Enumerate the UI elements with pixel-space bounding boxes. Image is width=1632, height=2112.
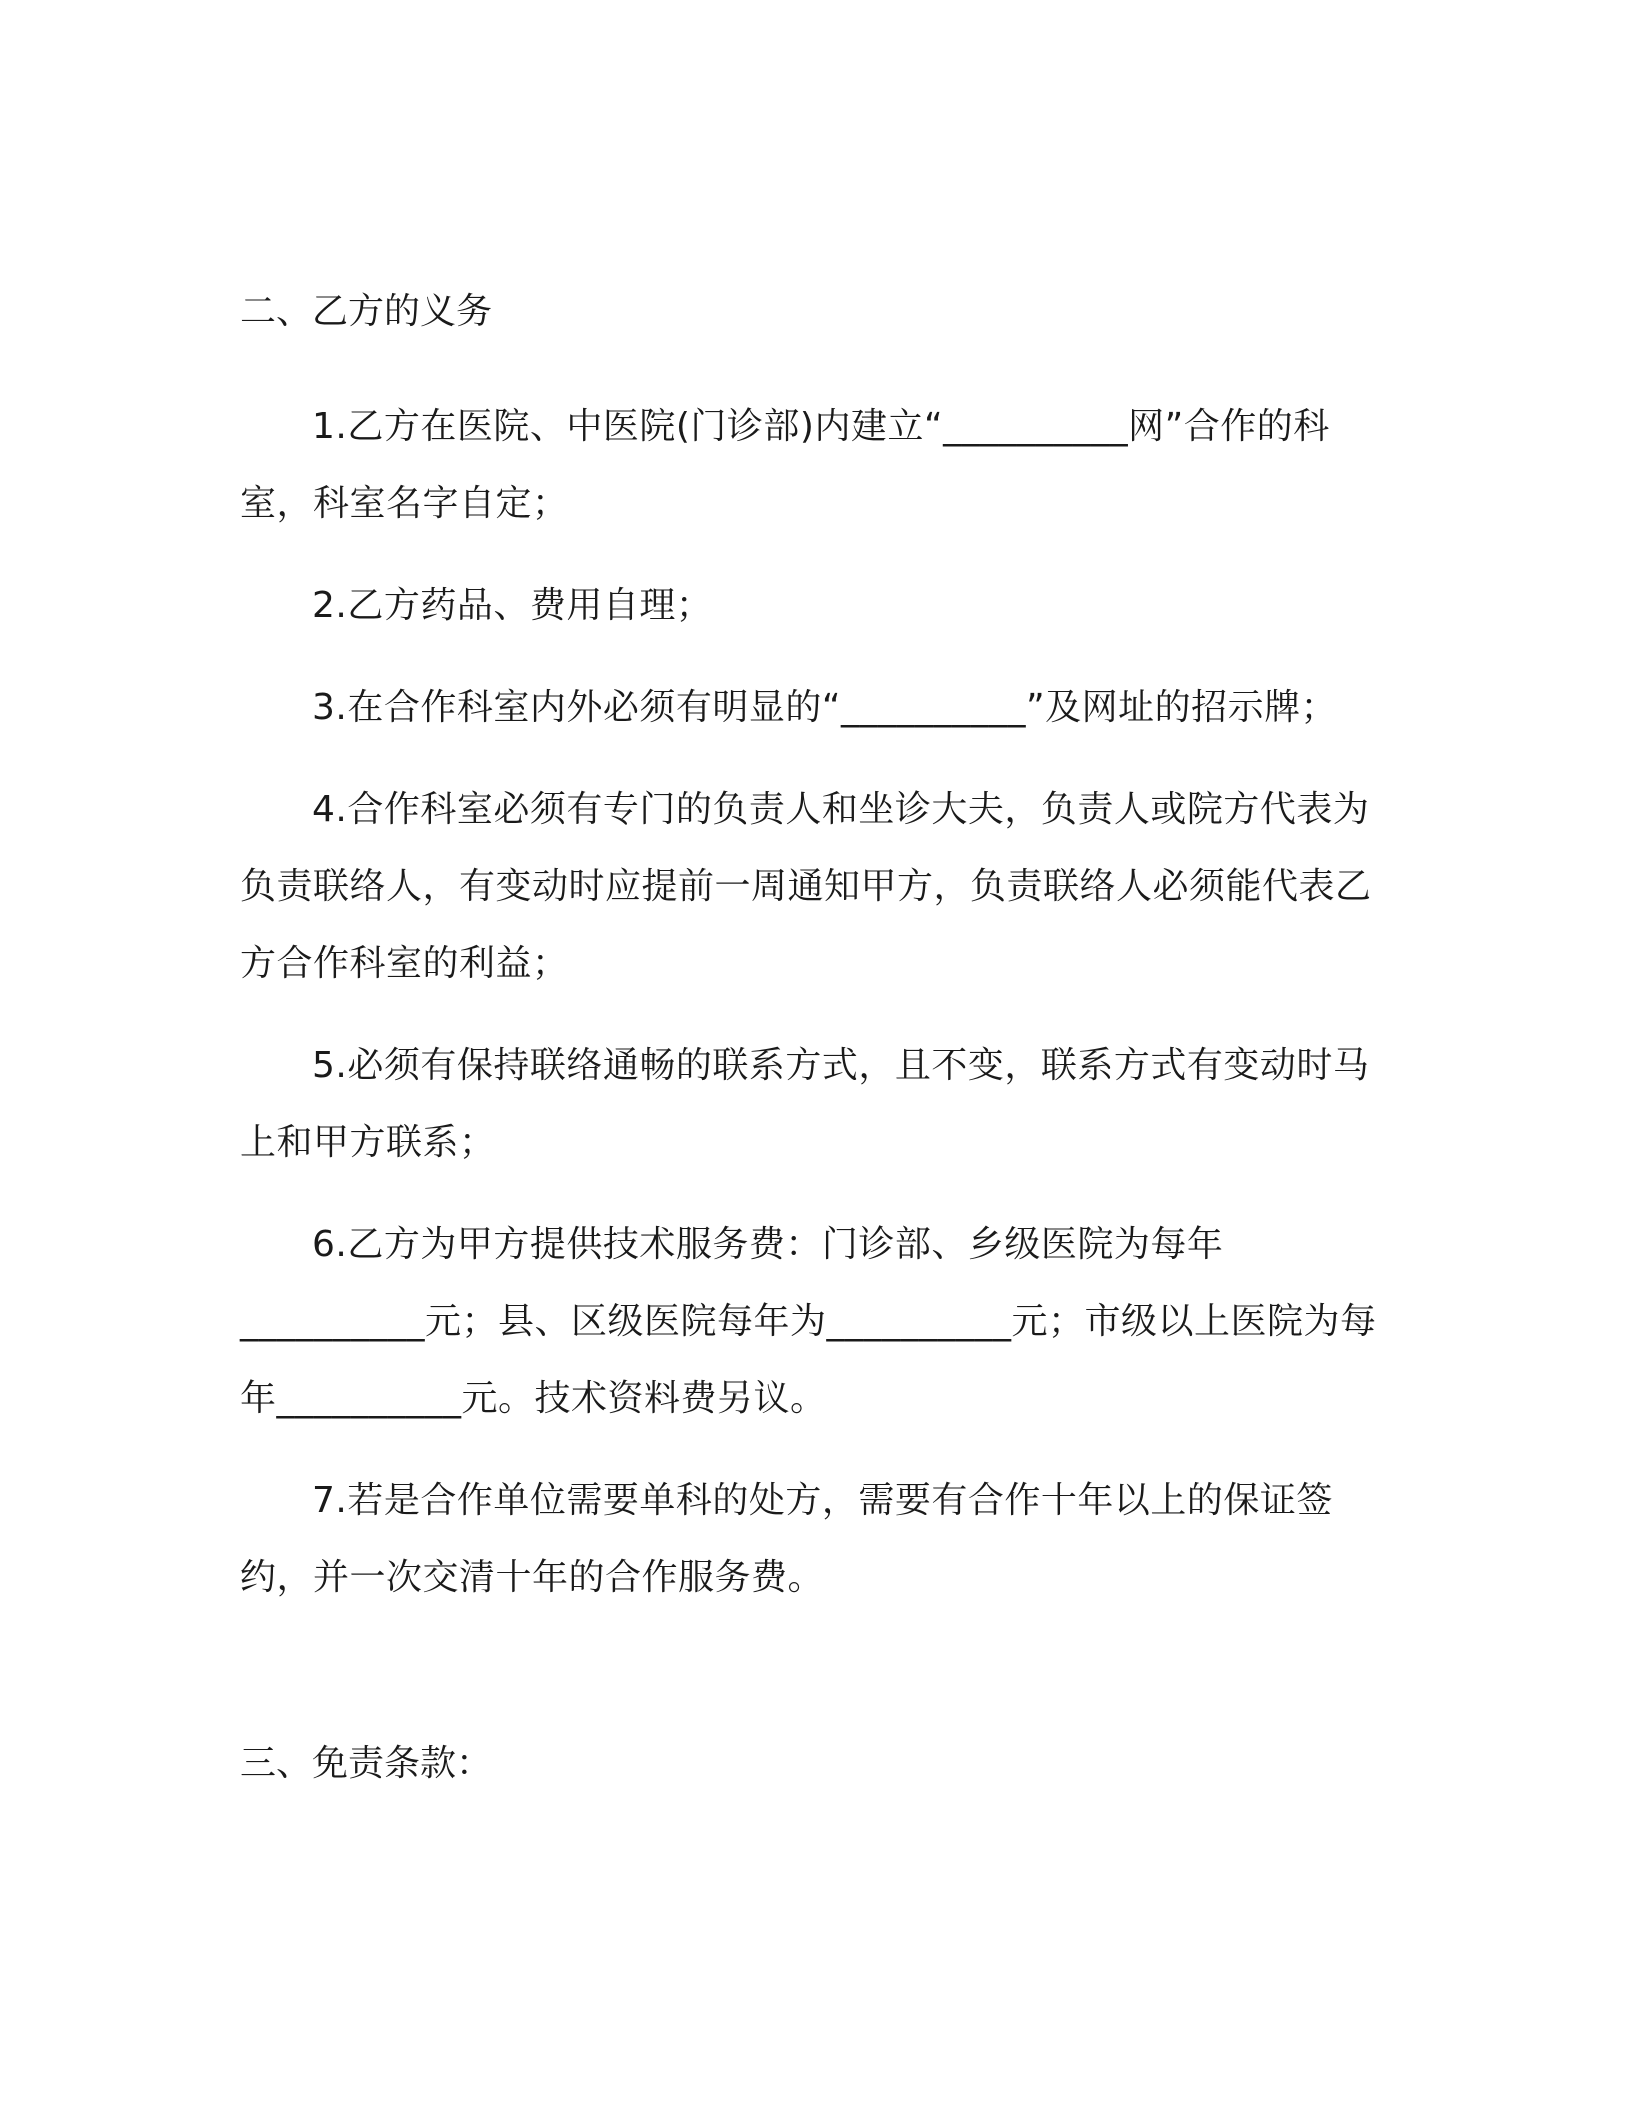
clause-2: 2.乙方药品、费用自理； (312, 585, 713, 626)
clause-5: 5.必须有保持联络通畅的联系方式，且不变，联系方式有变动时马上和甲方联系； (240, 1045, 1370, 1163)
document-body (240, 286, 1390, 1784)
clause-4: 4.合作科室必须有专门的负责人和坐诊大夫，负责人或院方代表为负责联络人，有变动时应提前一周通知甲方，负责联络人必须能代表乙方合作科室的利益； (240, 789, 1372, 984)
section-heading-obligations: 二、乙方的义务 (240, 291, 493, 332)
clause-3: 3.在合作科室内外必须有明显的“__________”及网址的招示牌； (312, 687, 1338, 728)
section-heading-disclaimer: 三、免责条款： (240, 1743, 493, 1784)
clause-7: 7.若是合作单位需要单科的处方，需要有合作十年以上的保证签约，并一次交清十年的合作服务费。 (240, 1480, 1333, 1598)
clause-1: 1.乙方在医院、中医院(门诊部)内建立“__________网”合作的科室，科室名字自定； (240, 406, 1330, 524)
clause-6: 6.乙方为甲方提供技术服务费：门诊部、乡级医院为每年__________元；县、区级医院每年为__________元；市级以上医院为每年__________元。技术资料费另议。 (240, 1224, 1377, 1419)
